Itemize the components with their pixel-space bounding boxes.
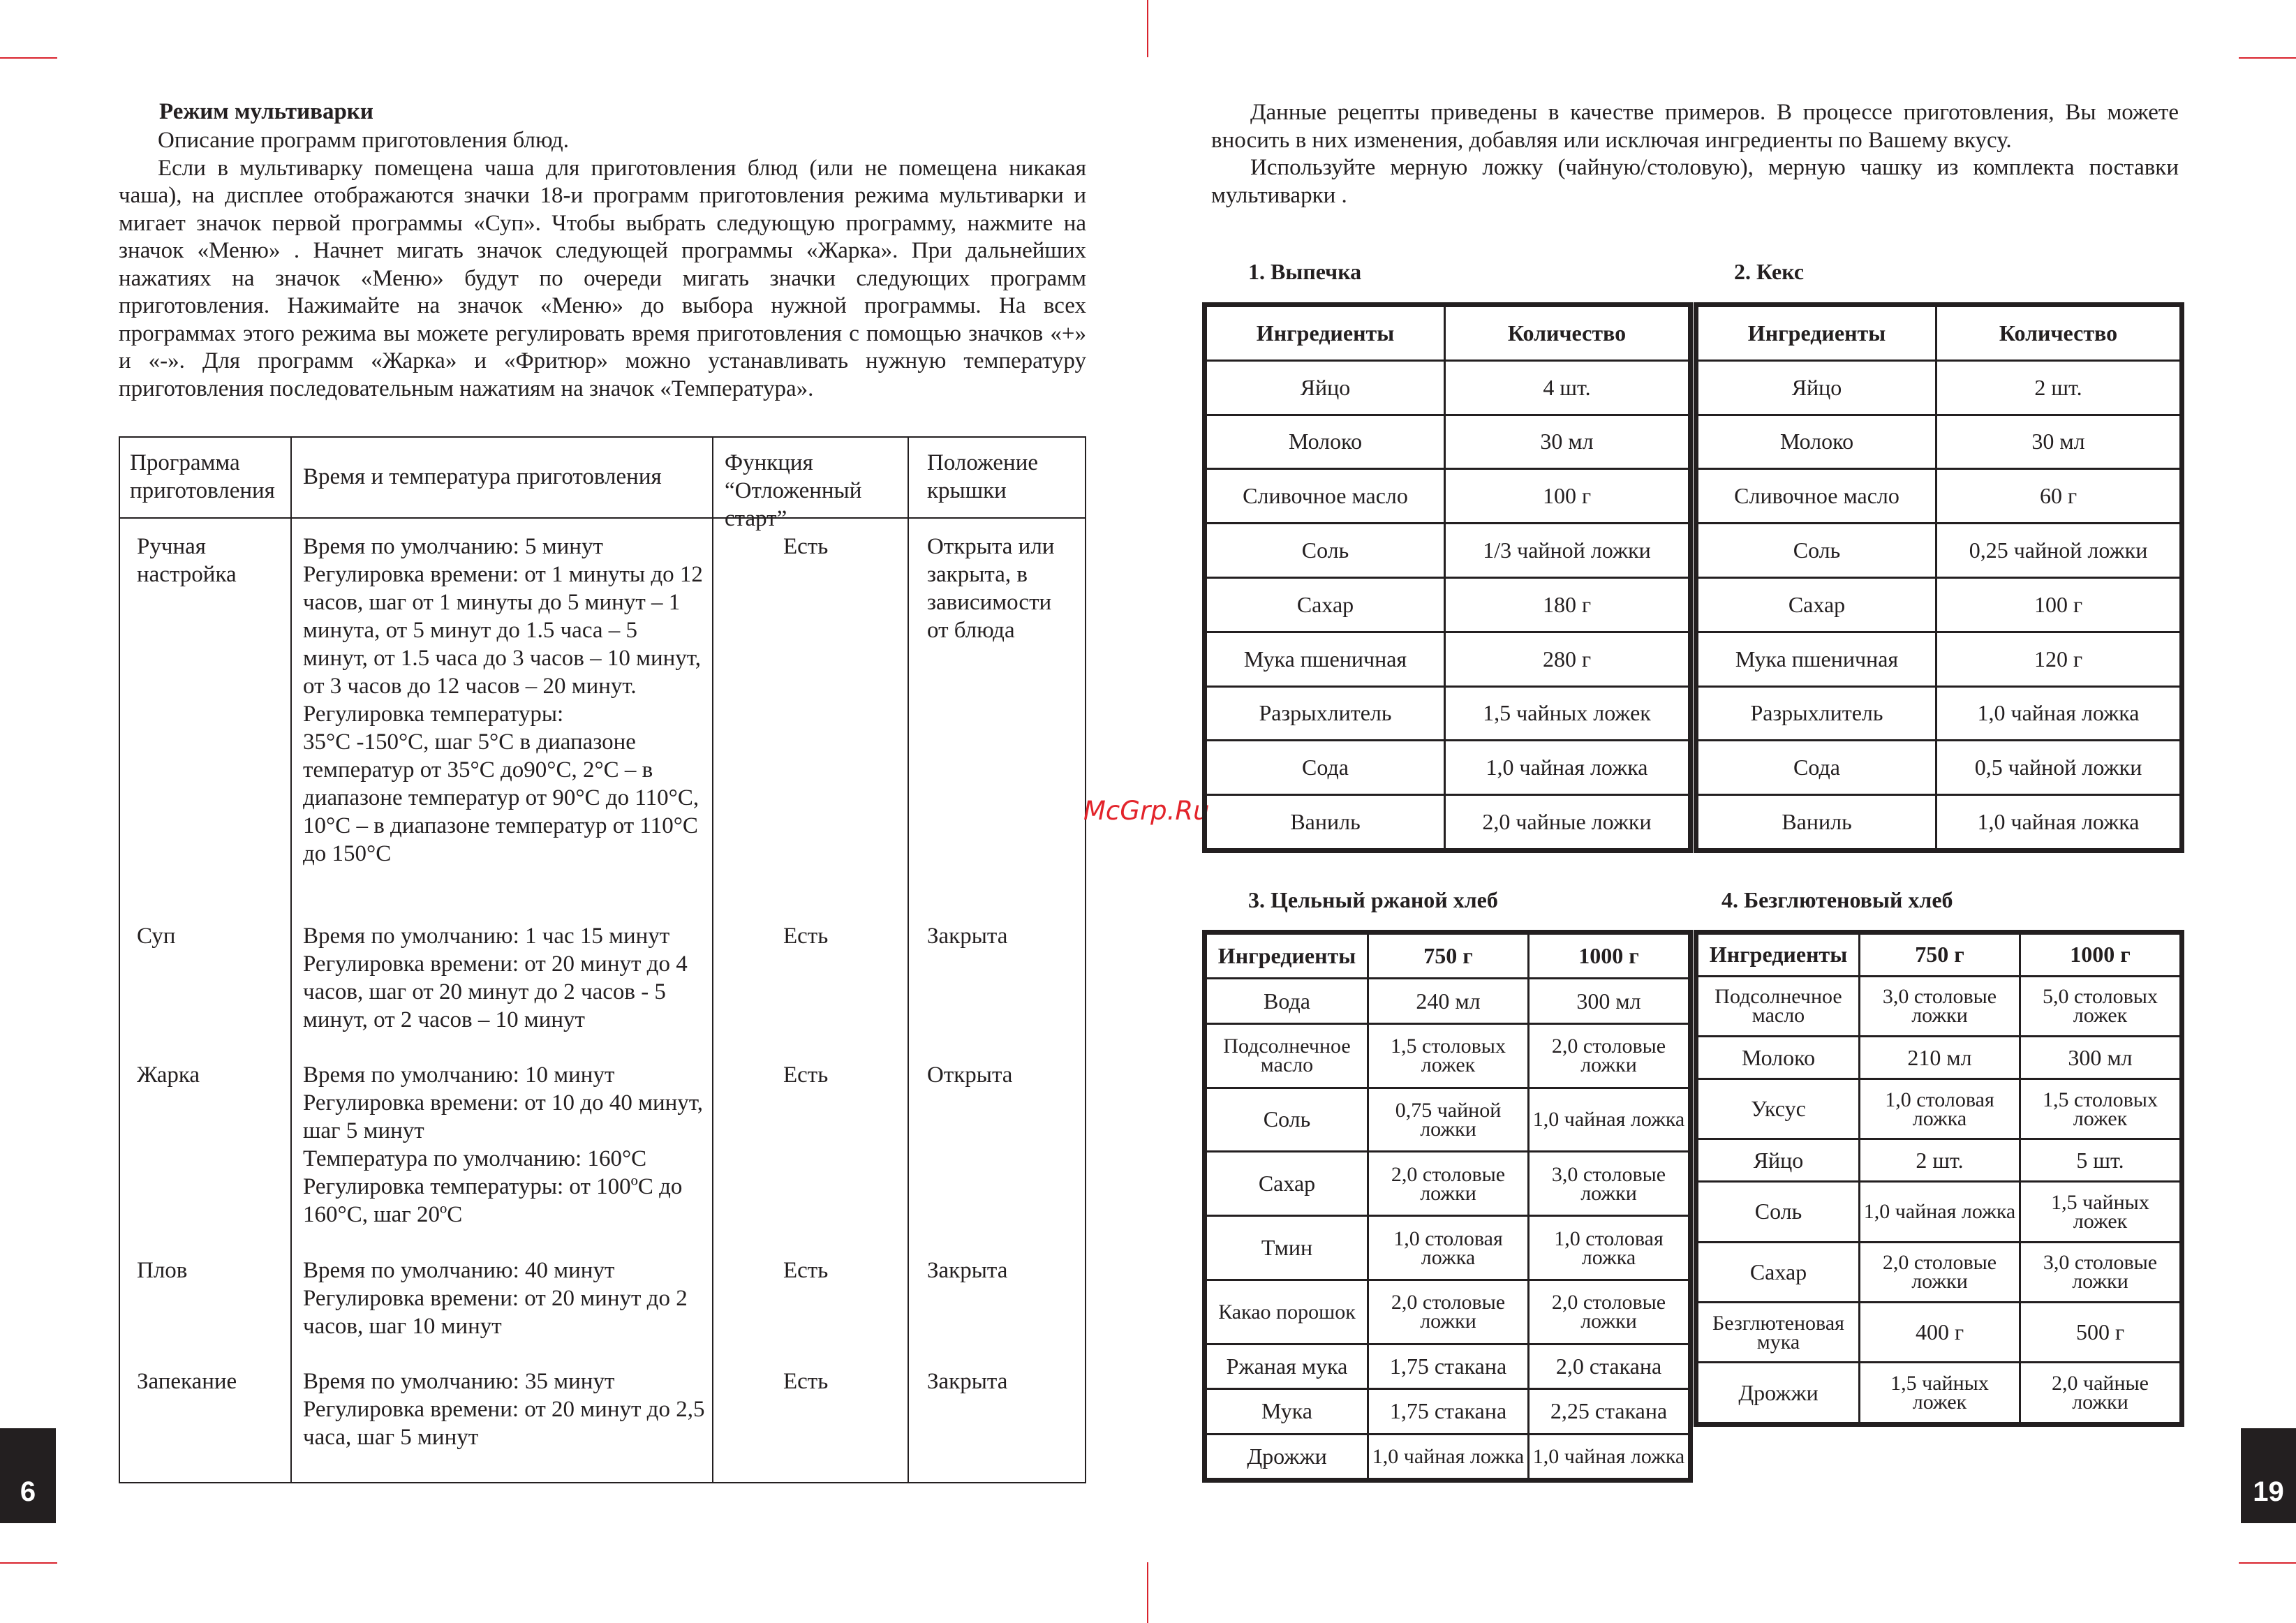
table-row — [1698, 1363, 2181, 1423]
amount-cell: 60 г — [1936, 469, 2181, 524]
recipe-table-1 — [1205, 305, 1690, 850]
watermark: McGrp.Ru — [1083, 796, 1210, 826]
recipe-title-2: 2. Кекс — [1734, 259, 1805, 284]
amount-cell: 1,0 чайная ложка — [1368, 1434, 1529, 1479]
program-delayed: Есть — [783, 1062, 829, 1088]
page-number-right: 19 — [2241, 1428, 2296, 1523]
program-time: Время по умолчанию: 35 минут Регулировка времени: от 20 минут до 2,5 часа, шаг 5 минут — [303, 1369, 705, 1450]
crop-mark-top-right — [2239, 57, 2296, 59]
amount-cell: 4 шт. — [1445, 360, 1689, 415]
table-row — [1206, 1280, 1689, 1344]
recipe-title-3: 3. Цельный ржаной хлеб — [1248, 887, 1498, 912]
amount-cell: 1,0 чайная ложка — [1936, 686, 2181, 741]
ingredient-cell: Яйцо — [1698, 1139, 1860, 1182]
amount-cell: 400 г — [1860, 1303, 2020, 1363]
ingredient-cell: Подсолнечное масло — [1698, 976, 1860, 1036]
program-name: Запекание — [137, 1369, 237, 1394]
ingredient-cell: Безглютеновая мука — [1698, 1303, 1860, 1363]
amount-cell: 3,0 столовые ложки — [2020, 1242, 2181, 1302]
amount-cell: 210 мл — [1860, 1037, 2020, 1079]
table-row — [1206, 360, 1689, 415]
program-delayed: Есть — [783, 1369, 829, 1394]
crop-mark-top-left — [0, 57, 57, 59]
crop-mark-top — [1147, 0, 1148, 57]
table-row — [1206, 469, 1689, 524]
ingredient-cell: Сахар — [1698, 577, 1936, 632]
amount-cell: 2 шт. — [1860, 1139, 2020, 1182]
program-time: Время по умолчанию: 1 час 15 минут Регулировка времени: от 20 минут до 4 часов, шаг от 20 минут до 2 часов - 5 минут, от 2 часов – 10 минут — [303, 924, 688, 1032]
column-header: Ингредиенты — [1206, 306, 1445, 361]
program-name: Ручная настройка — [137, 534, 237, 587]
ingredient-cell: Яйцо — [1206, 360, 1445, 415]
table-row — [1698, 741, 2181, 795]
amount-cell: 100 г — [1445, 469, 1689, 524]
ingredient-cell: Молоко — [1698, 415, 1936, 469]
amount-cell: 1,0 чайная ложка — [1445, 741, 1689, 795]
program-delayed: Есть — [783, 924, 829, 949]
amount-cell: 0,25 чайной ложки — [1936, 524, 2181, 578]
table-row — [1698, 976, 2181, 1036]
amount-cell: 2,0 столовые ложки — [1860, 1242, 2020, 1302]
table-row — [1698, 795, 2181, 850]
amount-cell: 1,0 чайная ложка — [1936, 795, 2181, 850]
amount-cell: 1,75 стакана — [1368, 1344, 1529, 1388]
table-row — [1698, 632, 2181, 686]
column-header: Количество — [1936, 306, 2181, 361]
ingredient-cell: Сахар — [1698, 1242, 1860, 1302]
ingredient-cell: Мука пшеничная — [1206, 632, 1445, 686]
table-row — [1206, 1152, 1689, 1216]
intro-paragraph-1: Данные рецепты приведены в качестве примеров. В процессе приготовления, Вы можете вносить в них изменения, добавляя или исключая ингредиенты по Вашему вкусу. — [1211, 100, 2179, 153]
ingredient-cell: Ваниль — [1698, 795, 1936, 850]
ingredient-cell: Какао порошок — [1206, 1280, 1368, 1344]
program-lid: Закрыта — [927, 924, 1008, 949]
amount-cell: 30 мл — [1936, 415, 2181, 469]
table-row — [1206, 1344, 1689, 1388]
program-name: Жарка — [137, 1062, 200, 1088]
recipe-table-3 — [1205, 933, 1690, 1480]
amount-cell: 300 мл — [2020, 1037, 2181, 1079]
program-lid: Закрыта — [927, 1258, 1008, 1283]
amount-cell: 1,75 стакана — [1368, 1389, 1529, 1434]
amount-cell: 1,5 чайных ложек — [1860, 1363, 2020, 1423]
amount-cell: 2,25 стакана — [1529, 1389, 1689, 1434]
crop-mark-bottom-right — [2239, 1562, 2296, 1564]
table-row — [1206, 795, 1689, 850]
table-row — [1206, 686, 1689, 741]
crop-mark-bottom — [1147, 1562, 1148, 1623]
amount-cell: 5,0 столовых ложек — [2020, 976, 2181, 1036]
ingredient-cell: Дрожжи — [1698, 1363, 1860, 1423]
amount-cell: 30 мл — [1445, 415, 1689, 469]
table-row — [1206, 1389, 1689, 1434]
amount-cell: 1,5 чайных ложек — [2020, 1182, 2181, 1242]
ingredient-cell: Сахар — [1206, 1152, 1368, 1216]
recipe-table-4 — [1696, 933, 2182, 1424]
amount-cell: 5 шт. — [2020, 1139, 2181, 1182]
amount-cell: 0,5 чайной ложки — [1936, 741, 2181, 795]
ingredient-cell: Мука — [1206, 1389, 1368, 1434]
table-header-row — [1206, 306, 1689, 361]
ingredient-cell: Сода — [1698, 741, 1936, 795]
amount-cell: 500 г — [2020, 1303, 2181, 1363]
table-row — [1698, 686, 2181, 741]
amount-cell: 0,75 чайной ложки — [1368, 1088, 1529, 1152]
ingredient-cell: Сливочное масло — [1206, 469, 1445, 524]
ingredient-cell: Подсолнечное масло — [1206, 1023, 1368, 1088]
ingredient-cell: Яйцо — [1698, 360, 1936, 415]
amount-cell: 120 г — [1936, 632, 2181, 686]
column-header: 750 г — [1368, 934, 1529, 979]
ingredient-cell: Соль — [1206, 1088, 1368, 1152]
table-row — [1206, 577, 1689, 632]
header-delayed-start: Функция “Отложенный старт” — [725, 450, 862, 531]
program-time: Время по умолчанию: 10 минут Регулировка времени: от 10 до 40 минут, шаг 5 минут Температура по умолчанию: 160°С Регулировка температуры: от 100ºС до 160°С, шаг 20ºС — [303, 1062, 703, 1227]
program-name: Суп — [137, 924, 176, 949]
column-header: 1000 г — [1529, 934, 1689, 979]
column-header: Ингредиенты — [1698, 306, 1936, 361]
description-paragraph: Если в мультиварку помещена чаша для приготовления блюд (или не помещена никакая чаша), на дисплее отображаются значки 18-и программ приготовления режима мультиварки и мигает значок первой программы «Суп». Чтобы выбрать следующую программу, нажмите на значок «Меню» . Начнет мигать значок следующей программы «Жарка». При дальнейших нажатиях на значок «Меню» будут по очереди мигать значки следующих программ приготовления. Нажимайте на значок «Меню» до выбора нужной программы. На всех программах этого режима вы можете регулировать время приготовления с помощью значков «+» и «-». Для программ «Жарка» и «Фритюр» можно устанавливать нужную температуру приготовления последовательным нажатиям на значок «Температура». — [119, 155, 1086, 401]
amount-cell: 2,0 чайные ложки — [2020, 1363, 2181, 1423]
table-row — [1206, 1216, 1689, 1280]
program-delayed: Есть — [783, 534, 829, 559]
recipes-intro — [1211, 99, 2179, 209]
table-row — [1206, 979, 1689, 1023]
header-program: Программа приготовления — [130, 450, 275, 503]
program-delayed: Есть — [783, 1258, 829, 1283]
amount-cell: 280 г — [1445, 632, 1689, 686]
amount-cell: 2 шт. — [1936, 360, 2181, 415]
ingredient-cell: Мука пшеничная — [1698, 632, 1936, 686]
ingredient-cell: Разрыхлитель — [1206, 686, 1445, 741]
ingredient-cell: Ржаная мука — [1206, 1344, 1368, 1388]
crop-mark-bottom-left — [0, 1562, 57, 1564]
table-row — [1698, 577, 2181, 632]
ingredient-cell: Вода — [1206, 979, 1368, 1023]
header-lid: Положение крышки — [927, 450, 1039, 503]
amount-cell: 1,5 столовых ложек — [1368, 1023, 1529, 1088]
page-number-left: 6 — [0, 1428, 56, 1523]
column-header: Ингредиенты — [1698, 934, 1860, 977]
ingredient-cell: Соль — [1698, 524, 1936, 578]
table-row — [1698, 524, 2181, 578]
amount-cell: 1,5 столовых ложек — [2020, 1079, 2181, 1139]
column-header: Ингредиенты — [1206, 934, 1368, 979]
amount-cell: 3,0 столовые ложки — [1529, 1152, 1689, 1216]
amount-cell: 180 г — [1445, 577, 1689, 632]
ingredient-cell: Молоко — [1698, 1037, 1860, 1079]
table-row — [1698, 1139, 2181, 1182]
amount-cell: 1,0 столовая ложка — [1368, 1216, 1529, 1280]
table-row — [1698, 360, 2181, 415]
table-row — [1698, 1079, 2181, 1139]
table-header-row — [1698, 306, 2181, 361]
table-row — [1698, 1242, 2181, 1302]
ingredient-cell: Ваниль — [1206, 795, 1445, 850]
amount-cell: 100 г — [1936, 577, 2181, 632]
ingredient-cell: Соль — [1698, 1182, 1860, 1242]
amount-cell: 2,0 чайные ложки — [1445, 795, 1689, 850]
header-time: Время и температура приготовления — [303, 464, 662, 489]
table-row — [1206, 632, 1689, 686]
recipe-title-4: 4. Безглютеновый хлеб — [1721, 887, 1953, 912]
amount-cell: 2,0 столовые ложки — [1529, 1023, 1689, 1088]
program-table — [119, 436, 1086, 1483]
program-time: Время по умолчанию: 5 минут Регулировка времени: от 1 минуты до 12 часов, шаг от 1 минуты до 5 минут – 1 минута, от 5 минут до 1.5 часа – 5 минут, от 1.5 часа до 3 часов – 10 минут, от 3 часов до 12 часов – 20 минут. Регулировка температуры: 35°С -150°С, шаг 5°С в диапазоне температур от 35°С до90°С, 2°С – в диапазоне температур от 90°С до 110°С, 10°С – в диапазоне температур от 110°С до 150°С — [303, 534, 703, 866]
table-row — [1698, 469, 2181, 524]
amount-cell: 300 мл — [1529, 979, 1689, 1023]
program-lid: Закрыта — [927, 1369, 1008, 1394]
ingredient-cell: Сливочное масло — [1698, 469, 1936, 524]
column-header: Количество — [1445, 306, 1689, 361]
page-heading: Режим мультиварки — [159, 99, 373, 124]
table-row — [1698, 1303, 2181, 1363]
table-row — [1206, 1088, 1689, 1152]
ingredient-cell: Разрыхлитель — [1698, 686, 1936, 741]
ingredient-cell: Молоко — [1206, 415, 1445, 469]
amount-cell: 2,0 столовые ложки — [1529, 1280, 1689, 1344]
table-row — [1698, 415, 2181, 469]
amount-cell: 1,0 чайная ложка — [1529, 1088, 1689, 1152]
table-row — [1206, 741, 1689, 795]
ingredient-cell: Соль — [1206, 524, 1445, 578]
amount-cell: 2,0 столовые ложки — [1368, 1280, 1529, 1344]
subtitle: Описание программ приготовления блюд. — [158, 128, 569, 153]
table-row — [1206, 1434, 1689, 1479]
ingredient-cell: Сода — [1206, 741, 1445, 795]
amount-cell: 1,0 столовая ложка — [1529, 1216, 1689, 1280]
table-row — [1698, 1037, 2181, 1079]
recipe-table-2 — [1696, 305, 2182, 850]
amount-cell: 2,0 стакана — [1529, 1344, 1689, 1388]
program-name: Плов — [137, 1258, 188, 1283]
table-header-row — [1698, 934, 2181, 977]
program-lid: Открыта — [927, 1062, 1013, 1088]
ingredient-cell: Дрожжи — [1206, 1434, 1368, 1479]
amount-cell: 240 мл — [1368, 979, 1529, 1023]
ingredient-cell: Уксус — [1698, 1079, 1860, 1139]
amount-cell: 1,0 чайная ложка — [1529, 1434, 1689, 1479]
amount-cell: 3,0 столовые ложки — [1860, 976, 2020, 1036]
ingredient-cell: Сахар — [1206, 577, 1445, 632]
table-row — [1698, 1182, 2181, 1242]
table-header-row — [1206, 934, 1689, 979]
column-header: 1000 г — [2020, 934, 2181, 977]
recipe-title-1: 1. Выпечка — [1248, 259, 1362, 284]
amount-cell: 1,0 столовая ложка — [1860, 1079, 2020, 1139]
ingredient-cell: Тмин — [1206, 1216, 1368, 1280]
intro-text — [119, 127, 1086, 403]
table-row — [1206, 1023, 1689, 1088]
table-row — [1206, 415, 1689, 469]
intro-paragraph-2: Используйте мерную ложку (чайную/столовую), мерную чашку из комплекта поставки мультиварки . — [1211, 155, 2179, 208]
amount-cell: 1,0 чайная ложка — [1860, 1182, 2020, 1242]
program-lid: Открыта или закрыта, в зависимости от блюда — [927, 534, 1055, 643]
table-row — [1206, 524, 1689, 578]
program-time: Время по умолчанию: 40 минут Регулировка времени: от 20 минут до 2 часов, шаг 10 минут — [303, 1258, 688, 1339]
column-header: 750 г — [1860, 934, 2020, 977]
amount-cell: 1/3 чайной ложки — [1445, 524, 1689, 578]
amount-cell: 2,0 столовые ложки — [1368, 1152, 1529, 1216]
amount-cell: 1,5 чайных ложек — [1445, 686, 1689, 741]
